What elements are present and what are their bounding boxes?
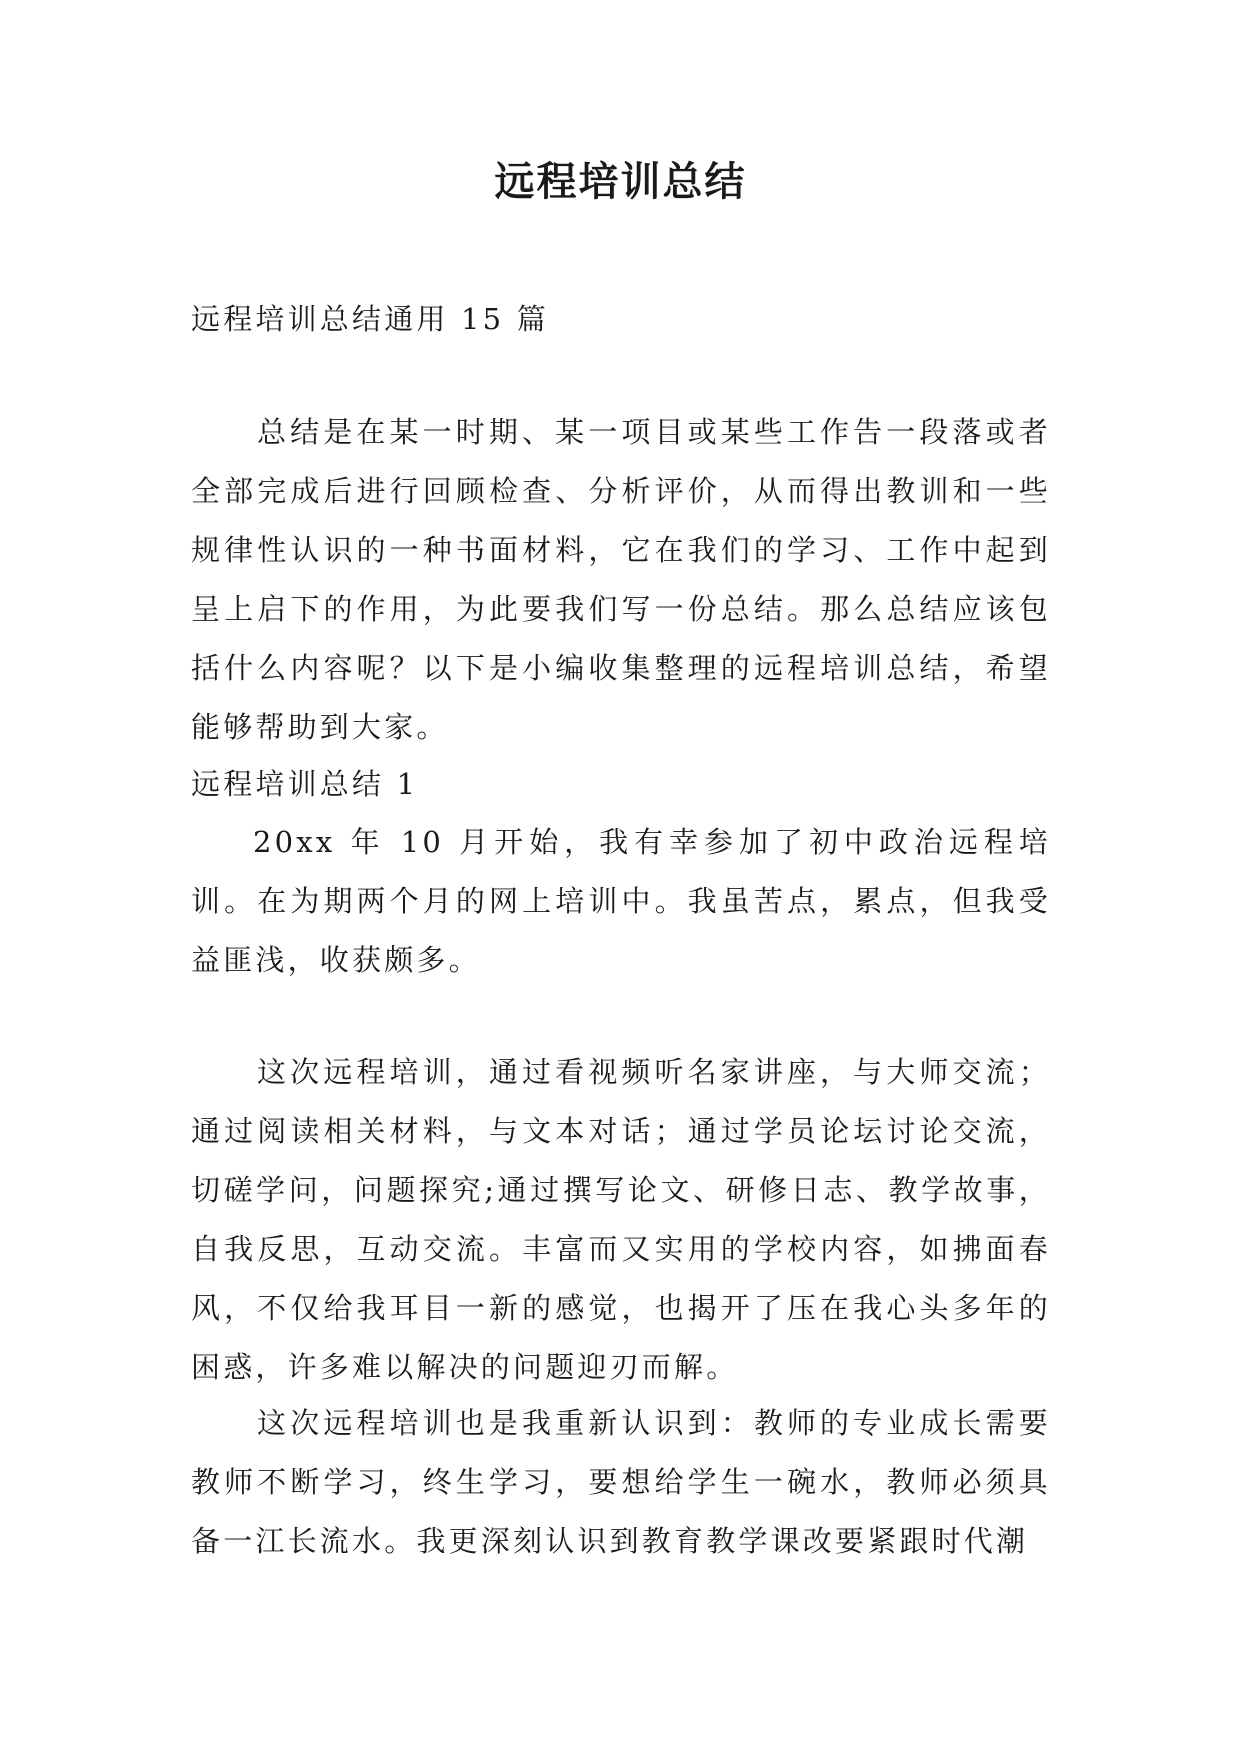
intro-paragraph: 总结是在某一时期、某一项目或某些工作告一段落或者全部完成后进行回顾检查、分析评价，从而得出教训和一些规律性认识的一种书面材料，它在我们的学习、工作中起到呈上启下的作用，为此要我们写一份总结。那么总结应该包括什么内容呢？以下是小编收集整理的远程培训总结，希望能够帮助到大家。: [191, 415, 1051, 744]
body-paragraph-1: 20xx 年 10 月开始，我有幸参加了初中政治远程培训。在为期两个月的网上培训中。我虽苦点，累点，但我受益匪浅，收获颇多。: [191, 825, 1051, 977]
document-title: 远程培训总结: [494, 158, 747, 205]
body-paragraph-3: 这次远程培训也是我重新认识到：教师的专业成长需要教师不断学习，终生学习，要想给学生一碗水，教师必须具备一江长流水。我更深刻认识到教育教学课改要紧跟时代潮: [191, 1406, 1051, 1558]
body-paragraph-2: 这次远程培训，通过看视频听名家讲座，与大师交流；通过阅读相关材料，与文本对话；通过学员论坛讨论交流，切磋学问，问题探究;通过撰写论文、研修日志、教学故事，自我反思，互动交流。丰富而又实用的学校内容，如拂面春风，不仅给我耳目一新的感觉，也揭开了压在我心头多年的困惑，许多难以解决的问题迎刃而解。: [191, 1055, 1051, 1384]
document-subtitle: 远程培训总结通用 15 篇: [191, 302, 549, 336]
section-heading: 远程培训总结 1: [191, 767, 419, 801]
